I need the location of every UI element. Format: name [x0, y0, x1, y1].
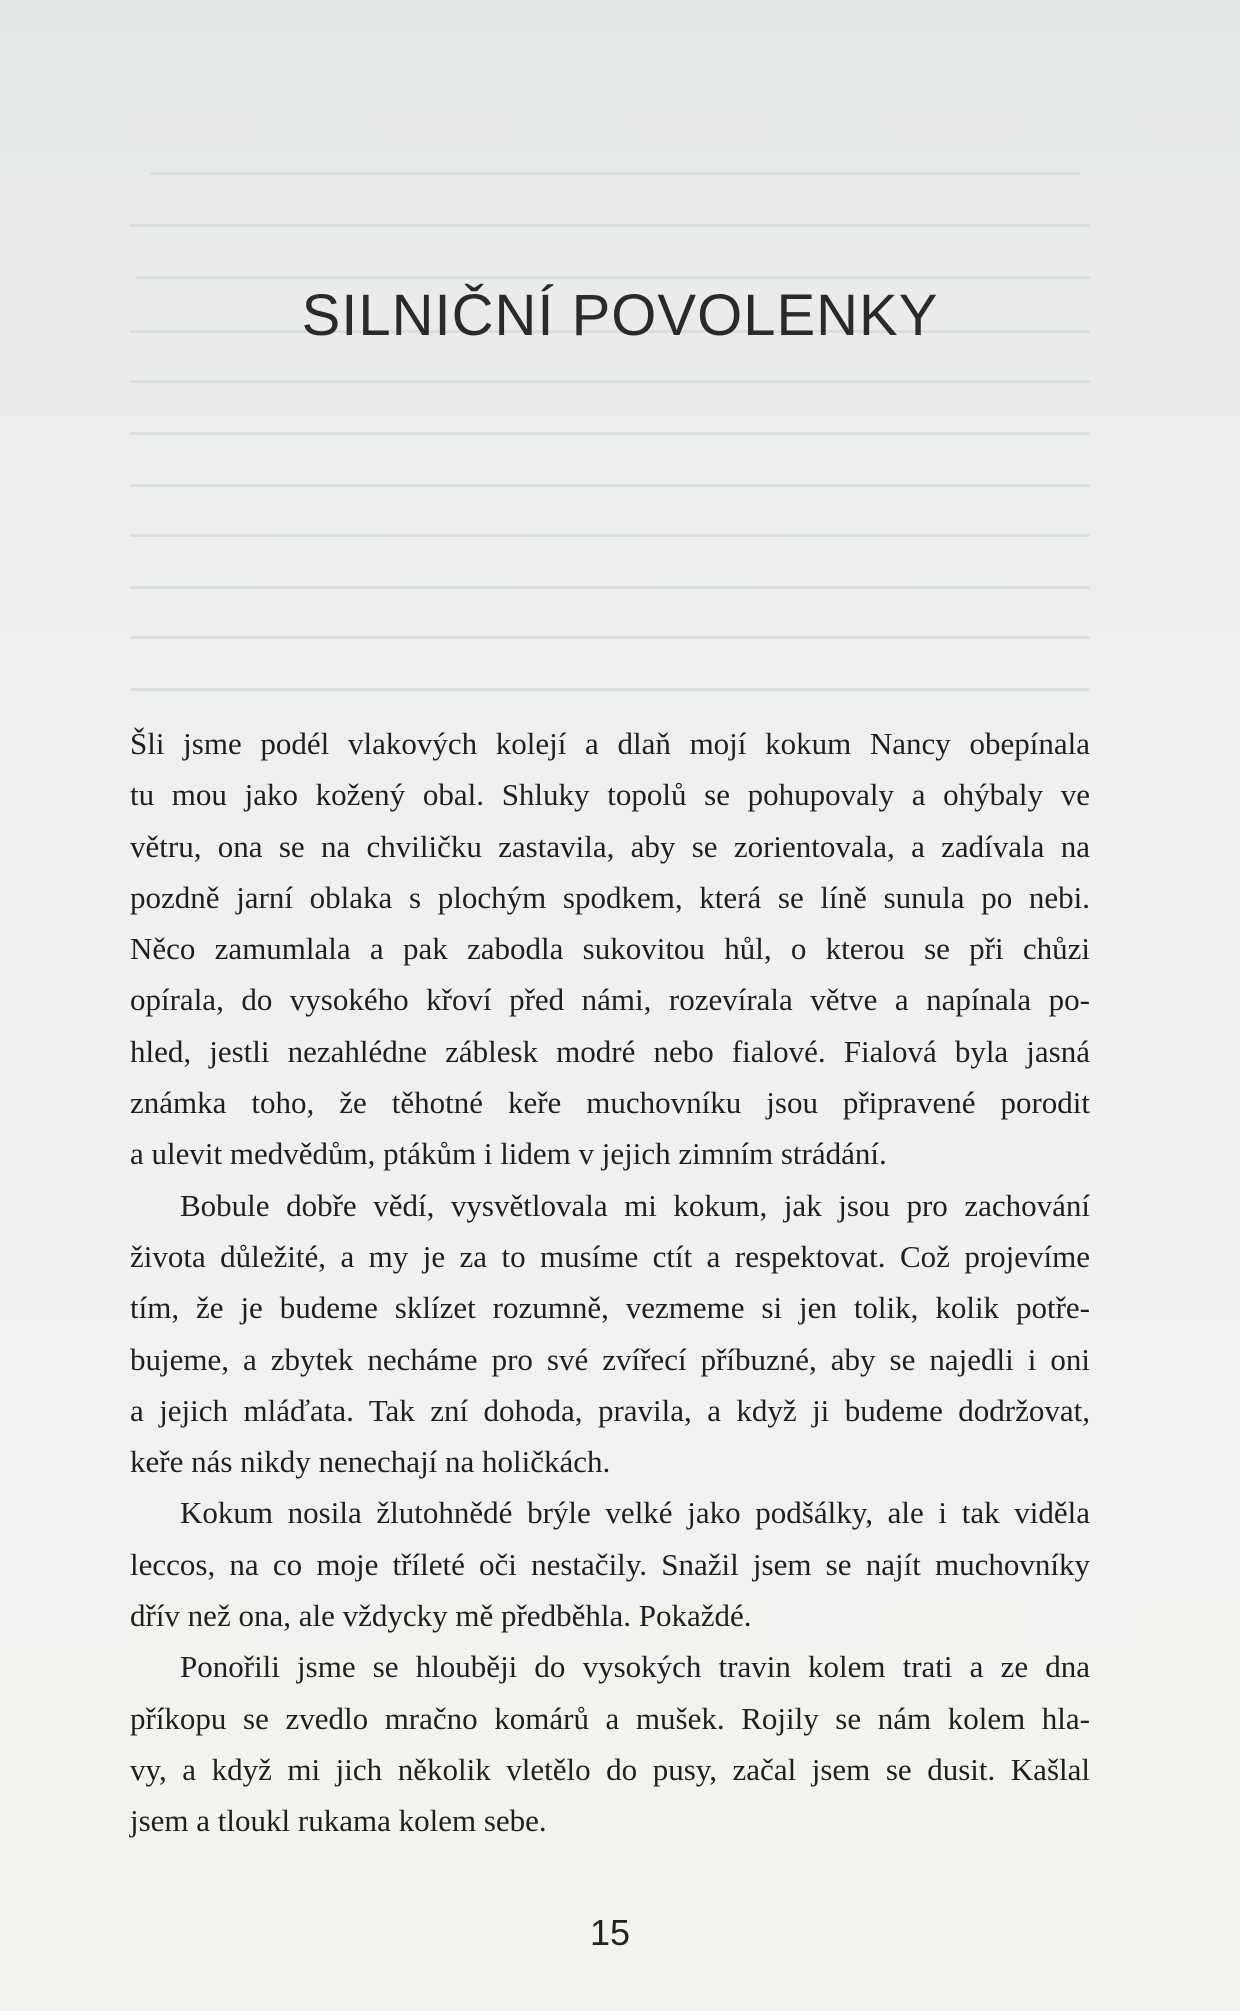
text-line: dřív než ona, ale vždycky mě předběhla. Pokaždé.: [130, 1598, 752, 1634]
page-number: 15: [589, 1912, 631, 1953]
chapter-title: SILNIČNÍ POVOLENKY: [301, 283, 939, 348]
text-line: větru, ona se na chviličku zastavila, aby se zorientovala, a zadívala na: [130, 828, 1090, 864]
body-text: [130, 718, 1090, 1847]
text-line: Bobule dobře vědí, vysvětlovala mi kokum, jak jsou pro zachování: [180, 1187, 1090, 1223]
text-line: života důležité, a my je za to musíme ctít a respektovat. Což projevíme: [130, 1238, 1090, 1274]
text-line: Šli jsme podél vlakových kolejí a dlaň mojí kokum Nancy obepínala: [130, 726, 1090, 761]
text-line: a jejich mláďata. Tak zní dohoda, pravila, a když ji budeme dodržovat,: [130, 1392, 1090, 1428]
text-line: vy, a když mi jich několik vletělo do pusy, začal jsem se dusit. Kašlal: [130, 1751, 1090, 1787]
text-line: Něco zamumlala a pak zabodla sukovitou hůl, o kterou se při chůzi: [130, 931, 1090, 967]
text-line: opírala, do vysokého křoví před námi, rozevírala větve a napínala po-: [130, 982, 1090, 1018]
text-line: keře nás nikdy nenechají na holičkách.: [130, 1444, 611, 1480]
text-line: leccos, na co moje tříleté oči nestačily. Snažil jsem se najít muchovníky: [130, 1546, 1090, 1582]
text-line: Kokum nosila žlutohnědé brýle velké jako podšálky, ale i tak viděla: [180, 1495, 1090, 1531]
text-line: tu mou jako kožený obal. Shluky topolů se pohupovaly a ohýbaly ve: [130, 777, 1090, 813]
text-line: Ponořili jsme se hlouběji do vysokých travin kolem trati a ze dna: [180, 1649, 1090, 1685]
text-line: známka toho, že těhotné keře muchovníku jsou připravené porodit: [130, 1085, 1090, 1121]
text-line: pozdně jarní oblaka s plochým spodkem, která se líně sunula po nebi.: [130, 879, 1090, 915]
text-line: příkopu se zvedlo mračno komárů a mušek. Rojily se nám kolem hla-: [130, 1700, 1090, 1736]
text-line: a ulevit medvědům, ptákům i lidem v jejich zimním strádání.: [130, 1136, 887, 1172]
text-line: jsem a tloukl rukama kolem sebe.: [130, 1803, 547, 1839]
text-line: bujeme, a zbytek necháme pro své zvířecí příbuzné, aby se najedli i oni: [130, 1341, 1090, 1377]
text-line: hled, jestli nezahlédne záblesk modré nebo fialové. Fialová byla jasná: [130, 1033, 1090, 1069]
text-line: tím, že je budeme sklízet rozumně, vezmeme si jen tolik, kolik potře-: [130, 1290, 1090, 1326]
